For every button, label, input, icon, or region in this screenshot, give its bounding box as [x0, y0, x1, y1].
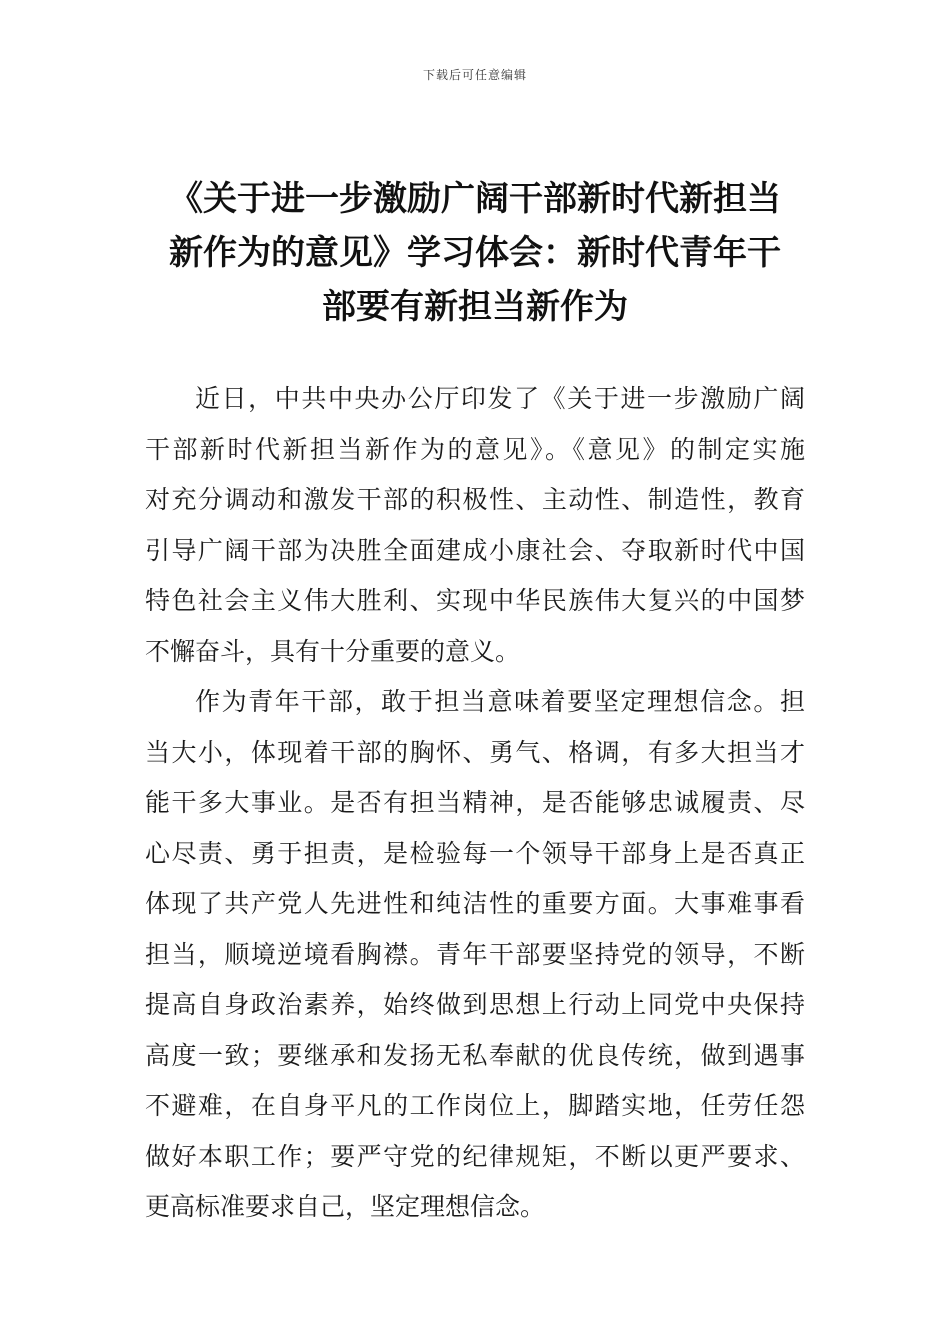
title-line: 新作为的意见》学习体会：新时代青年干 [169, 233, 781, 273]
text-line: 心尽责、勇于担责，是检验每一个领导干部身上是否真正 [145, 838, 805, 868]
text-line: 担当，顺境逆境看胸襟。青年干部要坚持党的领导，不断 [145, 939, 805, 969]
text-line: 对充分调动和激发干部的积极性、主动性、制造性，教育 [145, 485, 805, 514]
text-line: 引导广阔干部为决胜全面建成小康社会、夺取新时代中国 [145, 535, 805, 565]
text-line: 作为青年干部，敢于担当意味着要坚定理想信念。担 [195, 687, 805, 716]
text-line: 不懈奋斗，具有十分重要的意义。 [145, 636, 521, 666]
text-line: 提高自身政治素养，始终做到思想上行动上同党中央保持 [145, 990, 805, 1019]
document-title [140, 172, 810, 334]
text-line: 近日，中共中央办公厅印发了《关于进一步激励广阔 [195, 384, 805, 413]
text-line: 当大小，体现着干部的胸怀、勇气、格调，有多大担当才 [145, 737, 805, 767]
text-line: 更高标准要求自己，坚定理想信念。 [145, 1192, 546, 1221]
text-line: 高度一致；要继承和发扬无私奉献的优良传统，做到遇事 [145, 1040, 805, 1070]
text-line: 能干多大事业。是否有担当精神，是否能够忠诚履责、尽 [145, 788, 805, 817]
title-line: 《关于进一步激励广阔干部新时代新担当 [169, 179, 781, 219]
text-line: 体现了共产党人先进性和纯洁性的重要方面。大事难事看 [145, 889, 805, 918]
document-body [145, 374, 805, 1233]
paragraph-2 [145, 677, 805, 1233]
header-note: 下载后可任意编辑 [422, 68, 527, 82]
text-line: 做好本职工作；要严守党的纪律规矩，不断以更严要求、 [145, 1141, 805, 1171]
text-line: 特色社会主义伟大胜利、实现中华民族伟大复兴的中国梦 [145, 586, 805, 615]
title-line: 部要有新担当新作为 [322, 287, 628, 327]
text-line: 干部新时代新担当新作为的意见》。《意见》的制定实施 [145, 434, 805, 464]
paragraph-1 [145, 374, 805, 677]
text-line: 不避难，在自身平凡的工作岗位上，脚踏实地，任劳任怨 [145, 1091, 805, 1120]
